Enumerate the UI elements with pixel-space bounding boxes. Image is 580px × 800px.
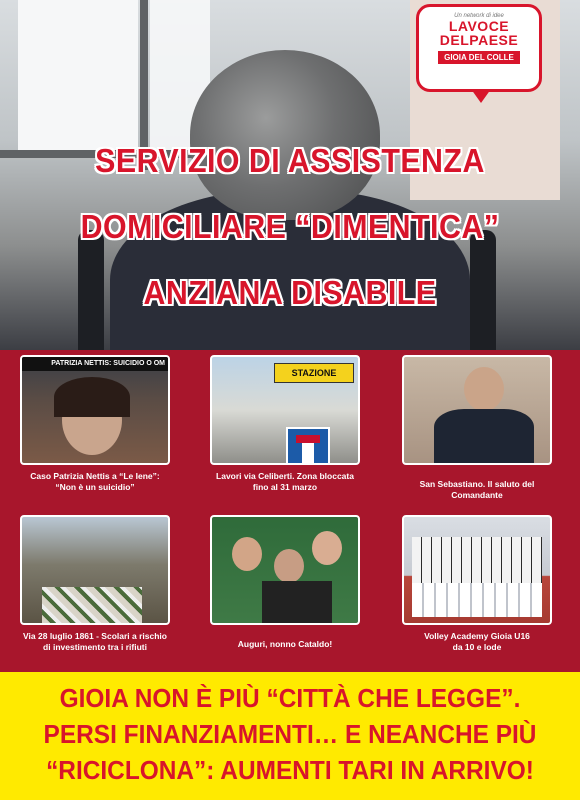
caption-line-1: Volley Academy Gioia U16 xyxy=(424,631,530,641)
person-face-right xyxy=(312,531,342,565)
article-grid xyxy=(0,350,580,672)
logo-tagline: Un network di idee xyxy=(454,13,504,19)
station-sign: STAZIONE xyxy=(274,363,354,383)
article-caption[interactable] xyxy=(20,631,170,653)
caption-line-1: San Sebastiano. Il saluto del Comandante xyxy=(419,479,535,500)
article-card-sansebastiano[interactable] xyxy=(402,355,552,501)
portrait-hair xyxy=(54,377,130,417)
hero-photo xyxy=(0,0,580,350)
article-thumb[interactable] xyxy=(402,515,552,625)
article-caption[interactable] xyxy=(210,471,360,493)
article-card-nettis[interactable] xyxy=(20,355,170,493)
headline-line-2[interactable]: DOMICILIARE “DIMENTICA” xyxy=(80,208,500,245)
waste-pile xyxy=(42,587,142,623)
volley-team-back-row xyxy=(412,537,542,583)
headline-line-1[interactable]: SERVIZIO DI ASSISTENZA xyxy=(95,142,485,179)
person-face-left xyxy=(232,537,262,571)
lavocedelpaese-logo[interactable] xyxy=(416,4,542,92)
dead-end-stop xyxy=(296,435,320,443)
caption-line-1: Caso Patrizia Nettis a “Le Iene”: xyxy=(30,471,160,481)
dead-end-bar xyxy=(302,441,314,465)
article-card-celiberti[interactable] xyxy=(210,355,360,493)
article-thumb[interactable] xyxy=(210,515,360,625)
article-caption[interactable] xyxy=(402,479,552,501)
article-card-cataldo[interactable] xyxy=(210,515,360,650)
bottom-line-1: GIOIA NON È PIÙ “CITTÀ CHE LEGGE”. xyxy=(59,683,521,713)
article-thumb[interactable] xyxy=(402,355,552,465)
person-face-center xyxy=(274,549,304,583)
person-body xyxy=(262,581,332,625)
bottom-line-2: PERSI FINANZIAMENTI… E NEANCHE PIÙ xyxy=(43,719,537,749)
logo-city: GIOIA DEL COLLE xyxy=(438,51,520,64)
article-card-rifiuti[interactable] xyxy=(20,515,170,653)
window-left xyxy=(18,0,138,150)
caption-line-2: fino al 31 marzo xyxy=(252,482,318,492)
caption-line-2: “Non è un suicidio” xyxy=(55,482,135,492)
logo-line2: DELPAESE xyxy=(439,32,519,48)
article-thumb[interactable] xyxy=(20,355,170,465)
caption-line-2: di investimento tra i rifiuti xyxy=(43,642,147,652)
elderly-woman-head xyxy=(190,50,380,220)
article-thumb[interactable] xyxy=(210,355,360,465)
article-caption[interactable] xyxy=(402,631,552,653)
article-caption[interactable] xyxy=(20,471,170,493)
caption-line-2: da 10 e lode xyxy=(452,642,502,652)
article-card-volley[interactable] xyxy=(402,515,552,653)
headline-line-3[interactable]: ANZIANA DISABILE xyxy=(143,274,437,311)
bottom-line-3: “RICICLONA”: AUMENTI TARI IN ARRIVO! xyxy=(46,755,534,785)
article-caption[interactable] xyxy=(210,639,360,650)
commander-uniform xyxy=(434,409,534,465)
commander-face xyxy=(464,367,504,411)
caption-line-1: Auguri, nonno Cataldo! xyxy=(237,639,333,649)
dead-end-sign xyxy=(286,427,330,465)
bottom-headline-band[interactable] xyxy=(0,672,580,800)
caption-line-1: Via 28 luglio 1861 - Scolari a rischio xyxy=(23,631,167,641)
article-thumb[interactable] xyxy=(20,515,170,625)
thumb-overlay-title: PATRIZIA NETTIS: SUICIDIO O OM xyxy=(22,357,168,371)
logo-line1: LAVOCE xyxy=(448,18,510,34)
logo-speech-tail xyxy=(471,89,491,103)
caption-line-1: Lavori via Celiberti. Zona bloccata xyxy=(216,471,354,481)
volley-team-front-row xyxy=(412,583,542,617)
